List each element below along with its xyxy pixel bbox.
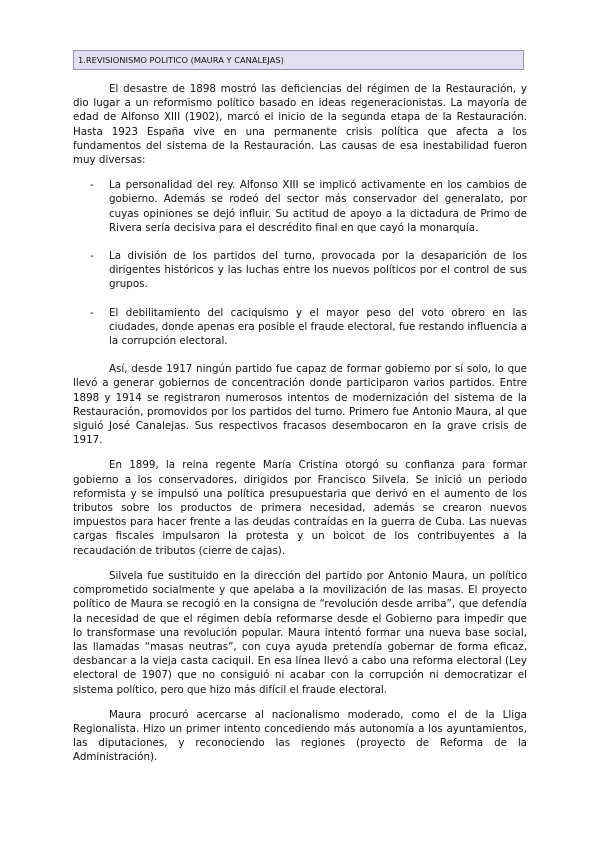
- list-item: [73, 306, 527, 349]
- paragraph-silvela: En 1899, la reina regente María Cristina otorgó su confianza para formar gobierno a los conservadores, dirigidos por Francisco Silvela. Se inició un periodo reformista y se impulsó una política presupuestaria que derivó en el aumento de los tributos sobre los productos de primera necesidad, además se crearon nuevos impuestos para hacer frente a las deudas contraídas en la guerra de Cuba. Las nuevas cargas fiscales impulsaron la protesta y un boicot de los contribuyentes a la recaudación de tributos (cierre de cajas).: [73, 459, 527, 557]
- causes-list: [73, 178, 527, 348]
- list-item: [73, 249, 527, 292]
- document-body: [73, 82, 527, 776]
- list-item-text: La personalidad del rey. Alfonso XIII se implicó activamente en los cambios de gobierno. Además se rodeó del sector más conservador del generalato, por cuyas opiniones se dejó influir. Su actitud de apoyo a la dictadura de Primo de Rivera sería decisiva para el descrédito final en que cayó la monarquía.: [109, 179, 527, 234]
- paragraph-nacionalismo: Maura procuró acercarse al nacionalismo moderado, como el de la Lliga Regionalista. Hizo un primer intento concediendo más autonomía a los ayuntamientos, las diputaciones, y reconociendo las regiones (proyecto de Reforma de la Administración).: [73, 708, 527, 764]
- paragraph-1917: Así, desde 1917 ningún partido fue capaz de formar gobierno por sí solo, lo que llevó a generar gobiernos de concentración donde participaron varios partidos. Entre 1898 y 1914 se registraron numerosos intentos de modernización del sistema de la Restauración, promovidos por los partidos del turno. Primero fue Antonio Maura, al que siguió José Canalejas. Sus respectivos fracasos desembocaron en la grave crisis de 1917.: [73, 363, 527, 447]
- bullet-dash: -: [90, 306, 94, 319]
- section-heading: 1.REVISIONISMO POLITICO (MAURA Y CANALEJAS): [73, 50, 524, 70]
- intro-paragraph: El desastre de 1898 mostró las deficiencias del régimen de la Restauración, y dio lugar a un reformismo político basado en ideas regeneracionistas. La mayoría de edad de Alfonso XIII (1902), marcó el inicio de la segunda etapa de la Restauración. Hasta 1923 España vive en una permanente crisis política que afecta a los fundamentos del sistema de la Restauración. Las causas de esa inestabilidad fueron muy diversas:: [73, 83, 527, 167]
- list-item-text: El debilitamiento del caciquismo y el mayor peso del voto obrero en las ciudades, donde apenas era posible el fraude electoral, fue restando influencia a la corrupción electoral.: [109, 306, 527, 348]
- paragraph-maura: Silvela fue sustituido en la dirección del partido por Antonio Maura, un político comprometido socialmente y que apelaba a la movilización de las masas. El proyecto político de Maura se recogió en la consigna de “revolución desde arriba”, que defendía la necesidad de que el régimen debía reformarse desde el Gobierno para impedir que lo transformase una revolución popular. Maura intentó formar una nueva base social, las llamadas “masas neutras”, con cuya ayuda pretendía gobernar de forma eficaz, desbancar a la vieja casta caciquil. En esa línea llevó a cabo una reforma electoral (Ley electoral de 1907) que no consiguió ni acabar con la corrupción ni democratizar el sistema político, pero que hizo más difícil el fraude electoral.: [73, 569, 527, 696]
- bullet-dash: -: [90, 179, 94, 192]
- list-item: [73, 178, 527, 235]
- bullet-dash: -: [90, 250, 94, 263]
- list-item-text: La división de los partidos del turno, provocada por la desaparición de los dirigentes históricos y las luchas entre los nuevos políticos por el control de sus grupos.: [109, 250, 527, 291]
